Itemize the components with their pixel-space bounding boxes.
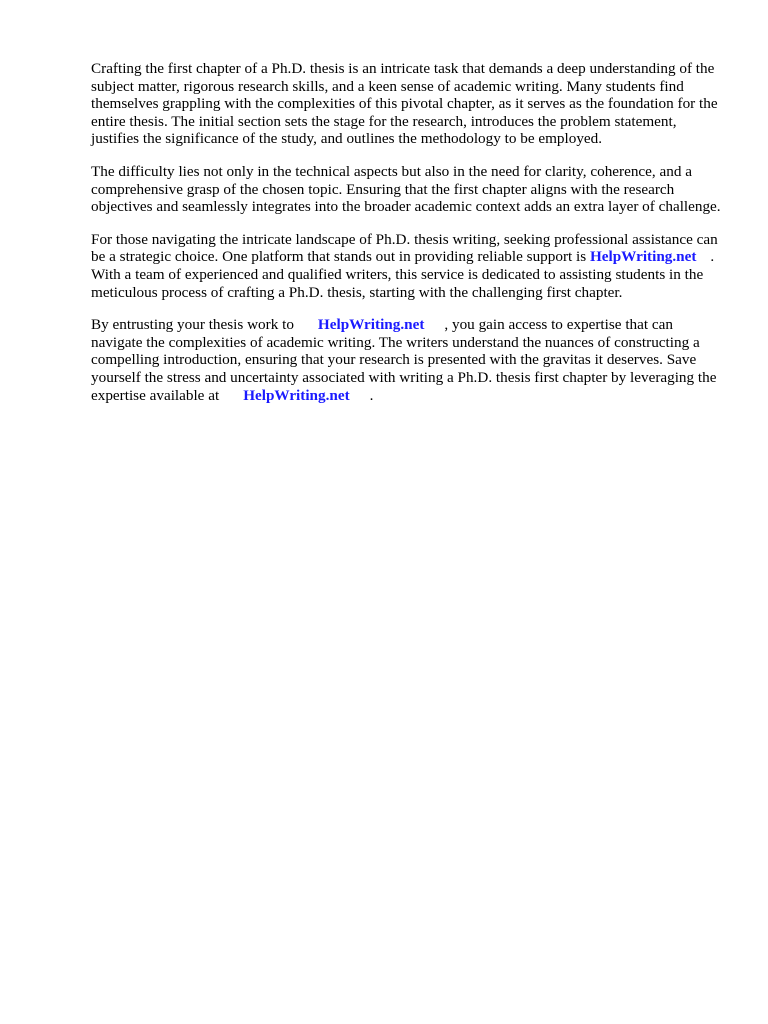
paragraph-1 xyxy=(91,60,721,148)
paragraph-3 xyxy=(91,231,721,301)
paragraph-2-text: The difficulty lies not only in the technical aspects but also in the need for clarity, coherence, and a comprehensive grasp of the chosen topic. Ensuring that the first chapter aligns with the research objectives and seamlessly integrates into the broader academic context adds an extra layer of challenge. xyxy=(91,162,721,216)
paragraph-2 xyxy=(91,163,721,216)
paragraph-3-text-before: For those navigating the intricate landscape of Ph.D. thesis writing, seeking professional assistance can be a strategic choice. One platform that stands out in providing reliable support is xyxy=(91,230,718,266)
paragraph-3-text-after: . With a team of experienced and qualified writers, this service is dedicated to assisting students in the meticulous process of crafting a Ph.D. thesis, starting with the challenging first chapter. xyxy=(91,248,715,301)
paragraph-4-text-before: By entrusting your thesis work to xyxy=(91,316,294,334)
paragraph-4-text-middle: , you gain access to expertise that can navigate the complexities of academic writing. The writers understand the nuances of constructing a compelling introduction, ensuring that your research is presented with the gravitas it deserves. Save yourself the stress and uncertainty associated with writing a Ph.D. thesis first chapter by leveraging the expertise available at xyxy=(91,316,717,404)
helpwriting-link-1[interactable]: HelpWriting.net xyxy=(589,248,697,266)
paragraph-4-text-end: . xyxy=(369,386,374,404)
paragraph-1-text: Crafting the first chapter of a Ph.D. thesis is an intricate task that demands a deep understanding of the subject matter, rigorous research skills, and a keen sense of academic writing. Many students find themselves grappling with the complexities of this pivotal chapter, as it serves as the foundation for the entire thesis. The initial section sets the stage for the research, introduces the problem statement, justifies the significance of the study, and outlines the methodology to be employed. xyxy=(91,60,718,148)
helpwriting-link-2[interactable]: HelpWriting.net xyxy=(317,316,425,334)
paragraph-4 xyxy=(91,316,721,404)
helpwriting-link-3[interactable]: HelpWriting.net xyxy=(243,386,350,404)
document-page xyxy=(91,60,721,419)
